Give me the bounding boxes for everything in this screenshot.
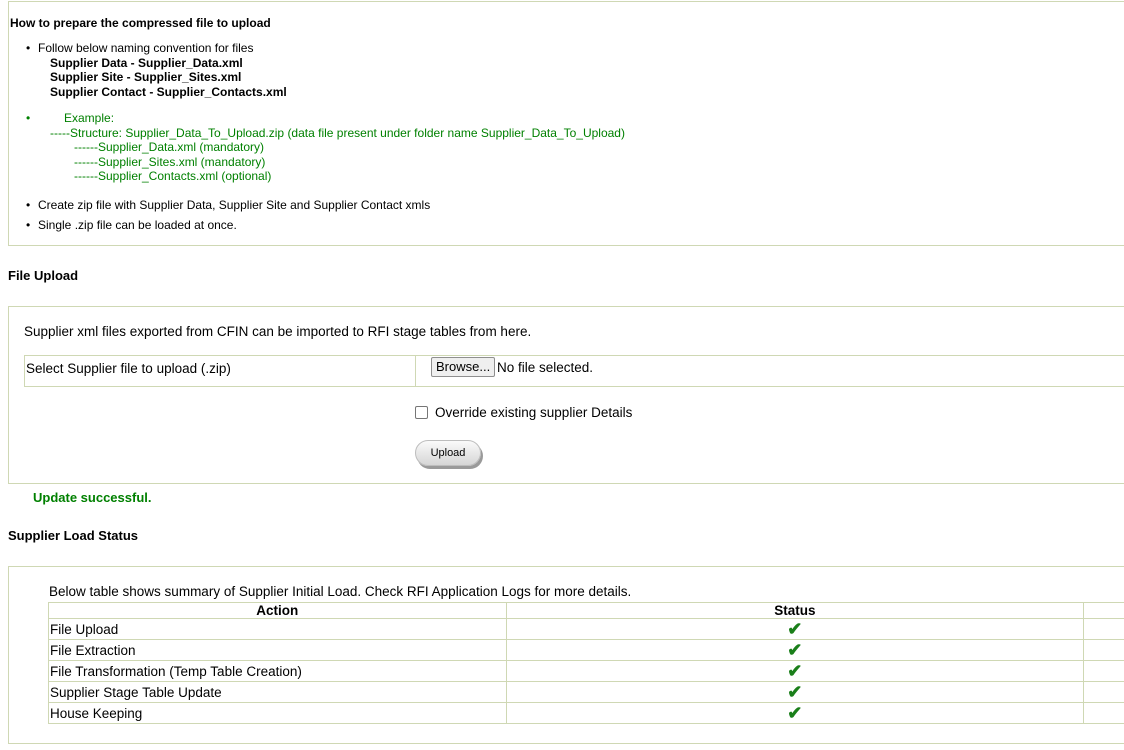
check-icon: ✔ [506, 703, 1083, 724]
table-row [49, 703, 1124, 724]
column-header-action: Action [49, 603, 507, 619]
empty-cell [1084, 661, 1124, 682]
instructions-title: How to prepare the compressed file to upload [10, 16, 271, 30]
status-table [48, 602, 1124, 724]
structure-line: -----Structure: Supplier_Data_To_Upload.zip (data file present under folder name Supplier_Data_To_Upload) [50, 126, 625, 140]
file-upload-panel [8, 306, 1124, 484]
empty-cell [1084, 640, 1124, 661]
row-divider [415, 356, 416, 386]
action-cell: File Extraction [49, 640, 507, 661]
column-header-empty [1084, 603, 1124, 619]
check-icon: ✔ [506, 661, 1083, 682]
naming-contacts: Supplier Contact - Supplier_Contacts.xml [50, 85, 287, 99]
structure-file-sites: ------Supplier_Sites.xml (mandatory) [74, 155, 266, 169]
empty-cell [1084, 619, 1124, 640]
action-cell: House Keeping [49, 703, 507, 724]
override-checkbox[interactable] [415, 406, 428, 419]
override-label[interactable]: Override existing supplier Details [435, 405, 633, 420]
instructions-panel [8, 1, 1124, 246]
naming-sites: Supplier Site - Supplier_Sites.xml [50, 70, 242, 84]
structure-file-data: ------Supplier_Data.xml (mandatory) [74, 140, 265, 154]
file-upload-description: Supplier xml files exported from CFIN can be imported to RFI stage tables from here. [24, 324, 532, 339]
file-select-row [24, 355, 1124, 387]
file-select-label: Select Supplier file to upload (.zip) [26, 361, 231, 376]
load-status-panel [8, 566, 1124, 744]
check-icon: ✔ [506, 640, 1083, 661]
column-header-status: Status [506, 603, 1083, 619]
single-note: • Single .zip file can be loaded at once. [38, 218, 237, 232]
check-icon: ✔ [506, 682, 1083, 703]
structure-file-contacts: ------Supplier_Contacts.xml (optional) [74, 169, 272, 183]
action-cell: File Upload [49, 619, 507, 640]
no-file-text: No file selected. [497, 360, 594, 375]
check-icon: ✔ [506, 619, 1083, 640]
table-row [49, 640, 1124, 661]
success-message: Update successful. [33, 490, 152, 505]
browse-button[interactable]: Browse... [431, 357, 495, 377]
action-cell: Supplier Stage Table Update [49, 682, 507, 703]
naming-intro: • Follow below naming convention for files [38, 41, 253, 55]
load-status-title: Supplier Load Status [8, 528, 139, 543]
naming-data: Supplier Data - Supplier_Data.xml [50, 56, 243, 70]
table-row [49, 661, 1124, 682]
zip-note: • Create zip file with Supplier Data, Supplier Site and Supplier Contact xmls [38, 198, 430, 212]
file-upload-title: File Upload [8, 268, 79, 283]
table-row [49, 619, 1124, 640]
empty-cell [1084, 703, 1124, 724]
example-bullet [38, 111, 114, 125]
table-row [49, 682, 1124, 703]
example-label: Example: [64, 111, 115, 125]
upload-button[interactable]: Upload [415, 440, 481, 466]
load-status-description: Below table shows summary of Supplier Initial Load. Check RFI Application Logs for more details. [49, 584, 632, 599]
empty-cell [1084, 682, 1124, 703]
status-table-header [49, 603, 1124, 619]
action-cell: File Transformation (Temp Table Creation) [49, 661, 507, 682]
